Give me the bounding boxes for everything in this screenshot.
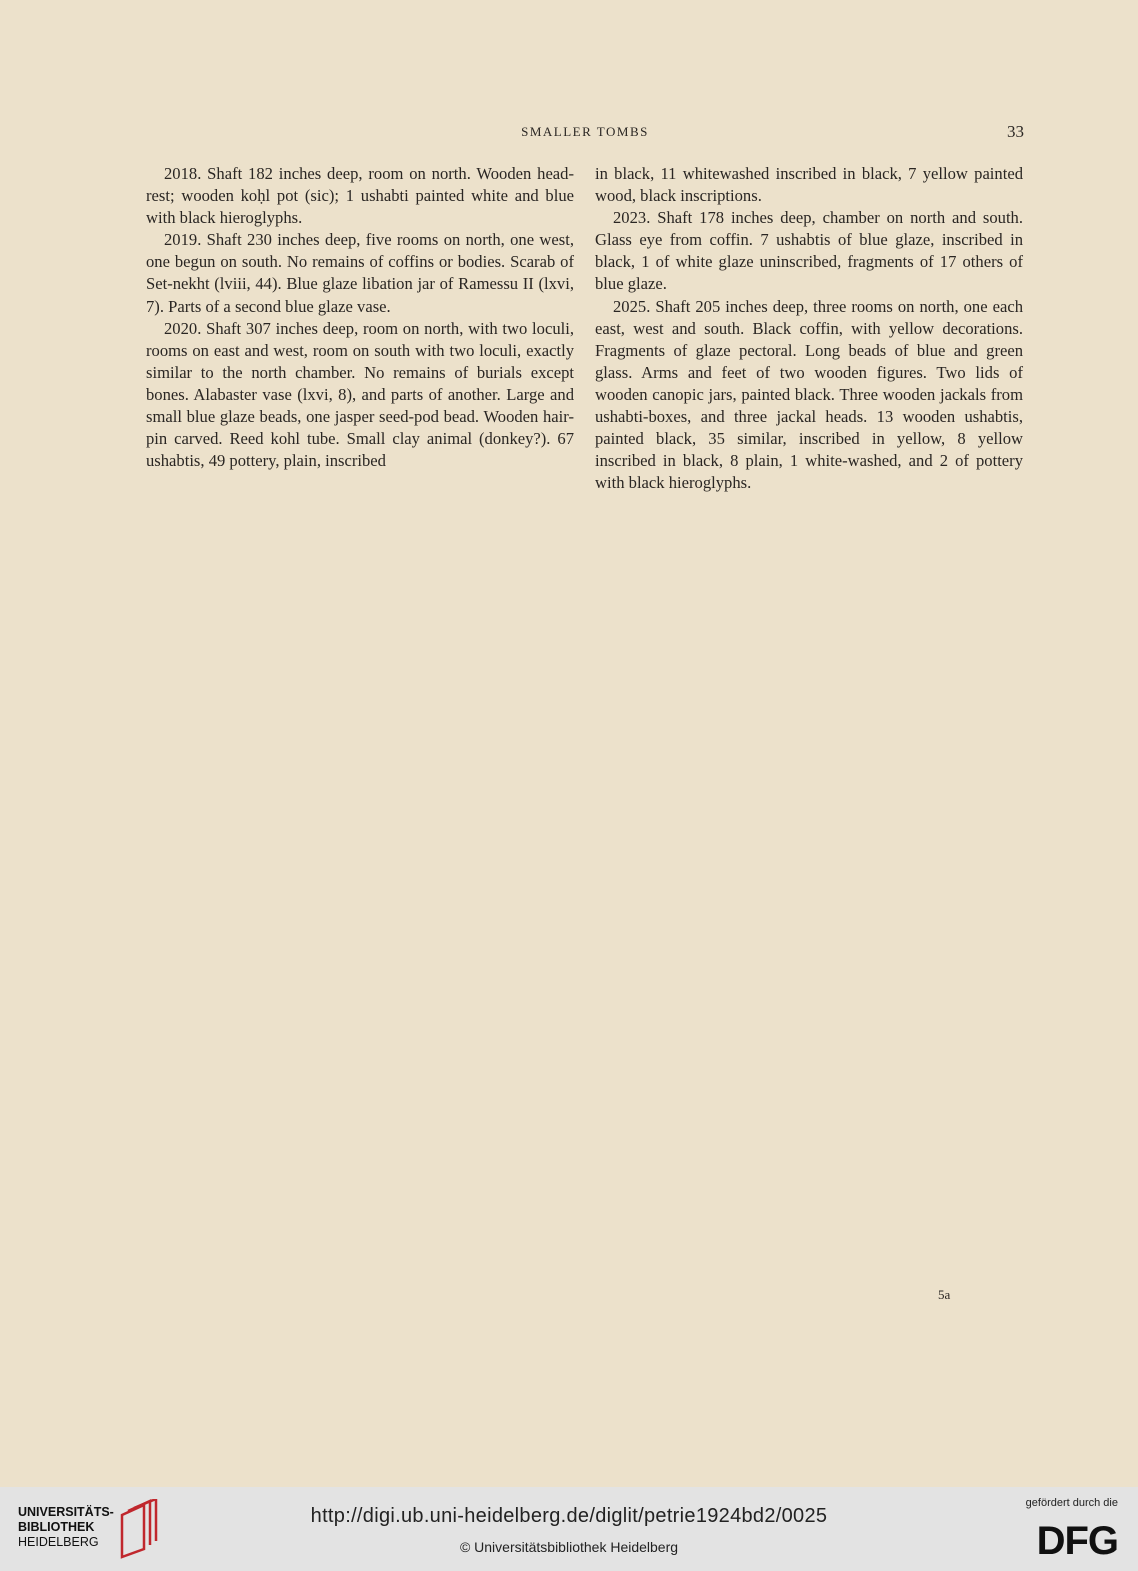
left-column [146, 163, 574, 472]
page-number: 33 [1007, 122, 1024, 141]
right-column [595, 163, 1023, 494]
funder-label: gefördert durch die [1025, 1497, 1118, 1509]
library-line-1: UNIVERSITÄTS- [18, 1505, 114, 1519]
entry-2025: 2025. Shaft 205 inches deep, three rooms on north, one each east, west and south. Black coffin, with yellow decorations. Fragments of glaze pectoral. Long beads of blue and green glass. Arms and feet of two wooden figures. Two lids of wooden canopic jars, painted black. Three wooden jackals from ushabti-boxes, and three jackal heads. 13 wooden ushabtis, painted black, 35 similar, inscribed in yellow, 8 yellow inscribed in black, 8 plain, 1 white-washed, and 2 of pottery with black hieroglyphs. [595, 296, 1023, 493]
entry-2019: 2019. Shaft 230 inches deep, five rooms on north, one west, one begun on south. No remains of coffins or bodies. Scarab of Set-nekht (lviii, 44). Blue glaze libation jar of Ramessu II (lxvi, 7). Parts of a second blue glaze vase. [146, 230, 574, 316]
copyright-notice: © Universitätsbibliothek Heidelberg [459, 1539, 679, 1555]
library-line-2: BIBLIOTHEK [18, 1520, 95, 1534]
signature-mark: 5a [938, 1287, 951, 1302]
running-title: SMALLER TOMBS [521, 124, 649, 139]
entry-2018: 2018. Shaft 182 inches deep, room on north. Wooden head-rest; wooden koḥl pot (sic); 1 ushabti painted white and blue with black hieroglyphs. [146, 164, 574, 228]
funder-branding [1008, 1497, 1118, 1563]
dfg-logo: DFG [1036, 1519, 1118, 1563]
entry-2023: 2023. Shaft 178 inches deep, chamber on north and south. Glass eye from coffin. 7 ushabtis of blue glaze, inscribed in black, 1 of white glaze uninscribed, fragments of 17 others of blue glaze. [595, 208, 1023, 294]
entry-2020: 2020. Shaft 307 inches deep, room on north, with two loculi, rooms on east and west, room on south with two loculi, exactly similar to the north chamber. No remains of burials except bones. Alabaster vase (lxvi, 8), and parts of another. Large and small blue glaze beads, one jasper seed-pod bead. Wooden hair-pin carved. Reed kohl tube. Small clay animal (donkey?). 67 ushabtis, 49 pottery, plain, inscribed [146, 318, 574, 471]
entry-2020-continued: in black, 11 whitewashed inscribed in black, 7 yellow painted wood, black inscriptions. [595, 164, 1023, 206]
permalink-url[interactable]: http://digi.ub.uni-heidelberg.de/diglit/petrie1924bd2/0025 [310, 1505, 828, 1527]
footer-bar [0, 1487, 1138, 1571]
library-line-3: HEIDELBERG [18, 1535, 99, 1549]
running-head [146, 122, 1024, 142]
